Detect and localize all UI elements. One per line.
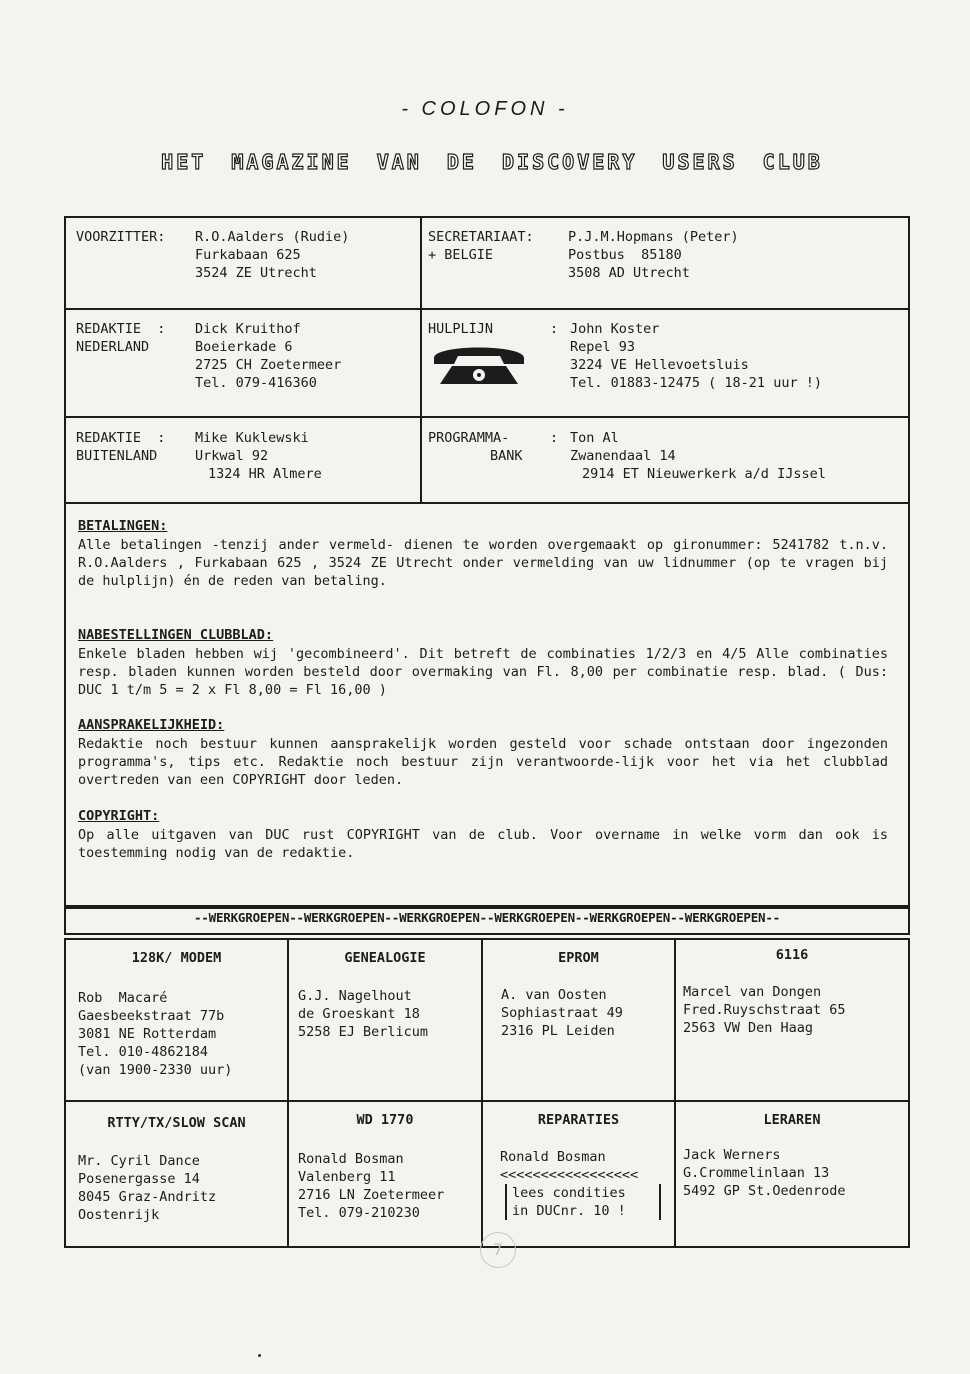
helpline-line: 3224 VE Hellevoetsluis <box>570 357 749 373</box>
workgroup-title-leraren: LERAREN <box>763 1112 821 1128</box>
workgroup-title-reparaties: REPARATIES <box>537 1112 620 1128</box>
chairman-line: 3524 ZE Utrecht <box>195 265 317 281</box>
workgroups-column-divider <box>287 938 289 1248</box>
workgroup-title-6116: 6116 <box>775 947 809 963</box>
workgroup-title-modem: 128K/ MODEM <box>131 950 222 966</box>
workgroups-row-divider <box>64 1100 910 1102</box>
workgroups-column-divider <box>481 938 483 1248</box>
workgroups-column-divider <box>674 938 676 1248</box>
workgroup-line: Ronald Bosman <box>500 1149 606 1165</box>
workgroup-line: 2716 LN Zoetermeer <box>298 1187 445 1203</box>
workgroup-line: Valenberg 11 <box>298 1169 396 1185</box>
editorial-abroad-label-country: BUITENLAND <box>76 448 158 464</box>
workgroup-line: Rob Macaré <box>78 990 168 1006</box>
helpline-line: Tel. 01883-12475 ( 18-21 uur !) <box>570 375 822 391</box>
copyright-text: Op alle uitgaven van DUC rust COPYRIGHT van de club. Voor overname in welke vorm dan ook is toestemming nodig van de redaktie. <box>78 827 888 861</box>
board-row-divider <box>64 416 910 418</box>
reorders-text: Enkele bladen hebben wij 'gecombineerd'. Dit betreft de combinaties 1/2/3 en 4/5 Alle combinaties resp. bladen kunnen worden besteld door overmaking van Fl. 8,00 per combinatie resp. blad. ( Dus: DUC 1 t/m 5 = 2 x Fl 8,00 = Fl 16,00 ) <box>78 646 888 698</box>
workgroup-title-genealogie: GENEALOGIE <box>344 950 426 966</box>
workgroup-line: 5258 EJ Berlicum <box>298 1024 429 1040</box>
program-bank-label: PROGRAMMA- <box>428 430 510 446</box>
board-row-divider <box>64 308 910 310</box>
workgroup-line: 2563 VW Den Haag <box>683 1020 814 1036</box>
board-column-divider <box>420 216 422 504</box>
workgroup-title-eprom: EPROM <box>558 950 599 966</box>
reorders-title: NABESTELLINGEN CLUBBLAD: <box>78 627 274 643</box>
editorial-abroad-line: 1324 HR Almere <box>208 466 322 482</box>
telephone-icon <box>428 338 530 388</box>
workgroup-line: Posenergasse 14 <box>78 1171 200 1187</box>
workgroup-line: A. van Oosten <box>501 987 607 1003</box>
workgroup-line: 5492 GP St.Oedenrode <box>683 1183 846 1199</box>
colofon-heading: - COLOFON - <box>401 98 569 120</box>
secretariat-label-belgium: + BELGIE <box>428 247 494 263</box>
workgroup-line: (van 1900-2330 uur) <box>78 1062 233 1078</box>
liability-text: Redaktie noch bestuur kunnen aansprakelijk worden gesteld voor schade ontstaan door ingezonden programma's, tips etc. Redaktie noch bestuur zijn verantwoorde-lijk voor het via het clubblad overtreden van een COPYRIGHT door leden. <box>78 736 888 788</box>
editorial-abroad-line: Mike Kuklewski <box>195 430 309 446</box>
secretariat-label: SECRETARIAAT: <box>428 229 534 245</box>
workgroup-line: G.Crommelinlaan 13 <box>683 1165 830 1181</box>
editorial-nl-line: 2725 CH Zoetermeer <box>195 357 342 373</box>
secretariat-line: P.J.M.Hopmans (Peter) <box>568 229 739 245</box>
workgroup-line: Ronald Bosman <box>298 1151 404 1167</box>
workgroup-line: 8045 Graz-Andritz <box>78 1189 217 1205</box>
workgroup-line: Tel. 010-4862184 <box>78 1044 209 1060</box>
editorial-abroad-line: Urkwal 92 <box>195 448 269 464</box>
editorial-nl-line: Dick Kruithof <box>195 321 301 337</box>
workgroup-title-rtty: RTTY/TX/SLOW SCAN <box>107 1115 246 1131</box>
workgroup-line: Mr. Cyril Dance <box>78 1153 200 1169</box>
chairman-label: VOORZITTER: <box>76 229 166 245</box>
editorial-nl-line: Boeierkade 6 <box>195 339 293 355</box>
liability-title: AANSPRAKELIJKHEID: <box>78 717 225 733</box>
program-bank-line: Ton Al <box>570 430 619 446</box>
workgroup-line: Fred.Ruyschstraat 65 <box>683 1002 846 1018</box>
magazine-title: HET MAGAZINE VAN DE DISCOVERY USERS CLUB <box>161 150 823 174</box>
editorial-nl-label-country: NEDERLAND <box>76 339 150 355</box>
workgroup-line: Marcel van Dongen <box>683 984 822 1000</box>
workgroup-line: Gaesbeekstraat 77b <box>78 1008 225 1024</box>
editorial-abroad-label: REDAKTIE : <box>76 430 166 446</box>
helpline-line: Repel 93 <box>570 339 636 355</box>
program-bank-colon: : <box>550 430 559 446</box>
workgroup-line: Sophiastraat 49 <box>501 1005 623 1021</box>
chairman-line: R.O.Aalders (Rudie) <box>195 229 350 245</box>
program-bank-line: Zwanendaal 14 <box>570 448 676 464</box>
workgroup-line: 2316 PL Leiden <box>501 1023 615 1039</box>
copyright-title: COPYRIGHT: <box>78 808 160 824</box>
program-bank-line: 2914 ET Nieuwerkerk a/d IJssel <box>582 466 826 482</box>
workgroup-line: Oostenrijk <box>78 1207 160 1223</box>
workgroup-line: de Groeskant 18 <box>298 1006 420 1022</box>
chairman-line: Furkabaan 625 <box>195 247 301 263</box>
secretariat-line: 3508 AD Utrecht <box>568 265 690 281</box>
workgroup-line: in DUCnr. 10 ! <box>512 1203 626 1219</box>
helpline-colon: : <box>550 321 559 337</box>
page-number: 7 <box>480 1232 516 1268</box>
workgroups-header: --WERKGROEPEN--WERKGROEPEN--WERKGROEPEN--WERKGROEPEN--WERKGROEPEN--WERKGROEPEN-- <box>193 910 781 925</box>
workgroup-line: G.J. Nagelhout <box>298 988 412 1004</box>
workgroup-title-wd1770: WD 1770 <box>356 1112 414 1128</box>
workgroup-line: <<<<<<<<<<<<<<<<< <box>500 1167 639 1183</box>
payments-title: BETALINGEN: <box>78 518 168 534</box>
workgroup-line: lees condities <box>512 1185 626 1201</box>
payments-text: Alle betalingen -tenzij ander vermeld- dienen te worden overgemaakt op gironummer: 5241782 t.n.v. R.O.Aalders , Furkabaan 625 , 3524 ZE Utrecht onder vermelding van uw lidnummer (op te vragen bij de hulplijn) én de reden van betaling. <box>78 537 888 589</box>
print-speck <box>258 1354 261 1357</box>
workgroup-line: Jack Werners <box>683 1147 781 1163</box>
program-bank-label-bank: BANK <box>490 448 523 464</box>
secretariat-line: Postbus 85180 <box>568 247 682 263</box>
helpline-line: John Koster <box>570 321 660 337</box>
helpline-label: HULPLIJN <box>428 321 494 337</box>
editorial-nl-line: Tel. 079-416360 <box>195 375 317 391</box>
workgroup-line: 3081 NE Rotterdam <box>78 1026 217 1042</box>
editorial-nl-label: REDAKTIE : <box>76 321 166 337</box>
workgroup-line: Tel. 079-210230 <box>298 1205 420 1221</box>
